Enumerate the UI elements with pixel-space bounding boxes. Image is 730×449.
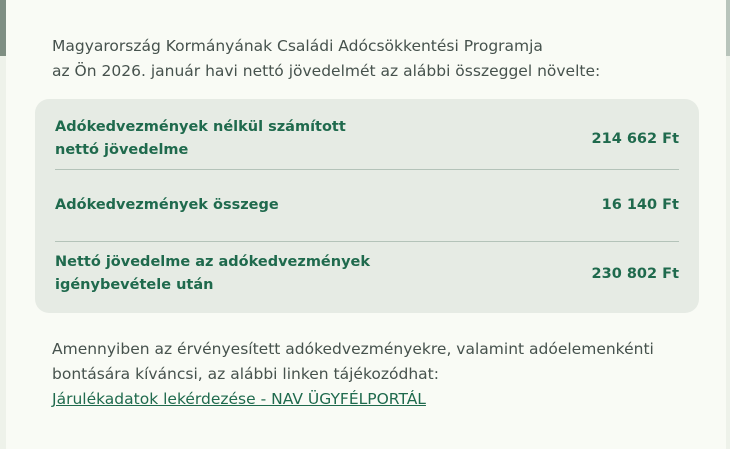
left-edge: [0, 0, 6, 449]
left-edge-accent: [0, 0, 6, 56]
summary-row-label: [55, 251, 385, 297]
summary-row-benefits-total: [55, 193, 679, 217]
summary-row-value: 214 662 Ft: [591, 131, 679, 147]
summary-divider: [55, 241, 679, 242]
summary-row-label: [55, 194, 385, 217]
summary-row-label-line-1: Adókedvezmények összege: [55, 196, 279, 213]
right-edge-accent: [726, 0, 730, 56]
summary-row-value: 16 140 Ft: [601, 197, 679, 213]
outro-line-2: bontására kíváncsi, az alábbi linken tájékozódhat:: [52, 365, 439, 383]
intro-line-2: az Ön 2026. január havi nettó jövedelmét az alábbi összeggel növelte:: [52, 62, 601, 80]
income-summary-card: [35, 99, 699, 313]
summary-row-label-line-2: igénybevétele után: [55, 277, 214, 293]
outro-text: [52, 337, 692, 412]
summary-divider: [55, 169, 679, 170]
intro-text: [52, 34, 692, 84]
summary-row-label-line-1: Nettó jövedelme az adókedvezmények: [55, 254, 371, 270]
intro-line-1: Magyarország Kormányának Családi Adócsökkentési Programja: [52, 37, 543, 55]
summary-row-label-line-2: nettó jövedelme: [55, 142, 189, 158]
right-edge: [726, 0, 730, 449]
summary-row-label: [55, 116, 385, 162]
summary-row-net-with-benefits: [55, 249, 679, 299]
summary-row-net-without-benefits: [55, 114, 679, 164]
nav-ugyfelportal-link[interactable]: Járulékadatok lekérdezése - NAV ÜGYFÉLPORTÁL: [52, 390, 426, 408]
outro-line-1: Amennyiben az érvényesített adókedvezményekre, valamint adóelemenkénti: [52, 340, 654, 358]
summary-row-value: 230 802 Ft: [591, 266, 679, 282]
summary-row-label-line-1: Adókedvezmények nélkül számított: [55, 119, 346, 135]
